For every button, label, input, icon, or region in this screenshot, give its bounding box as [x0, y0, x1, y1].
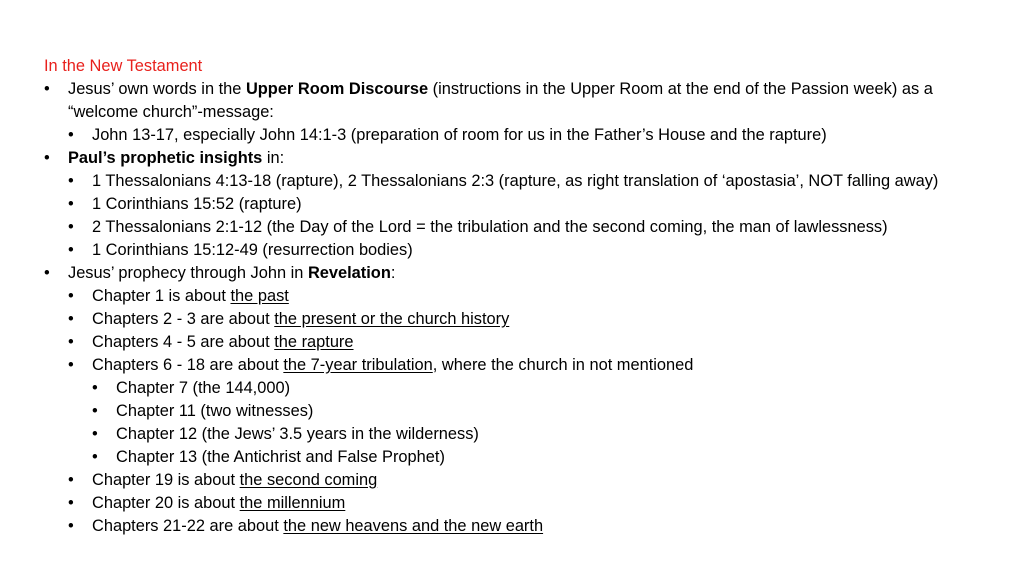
text-pre: Chapter 20 is about: [92, 494, 240, 512]
text-underlined: the new heavens and the new earth: [283, 517, 544, 535]
text: 2 Thessalonians 2:1-12 (the Day of the Lord = the tribulation and the second coming, the man of lawlessness): [92, 218, 888, 236]
text: Chapter 11 (two witnesses): [116, 402, 314, 420]
bullet-dot-icon: •: [68, 517, 74, 535]
sub-bullet-chapters-4-5: [44, 331, 1004, 354]
bullet-dot-icon: •: [92, 379, 98, 397]
text-underlined: the 7-year tribulation: [283, 356, 433, 374]
text-bold: Revelation: [307, 264, 391, 282]
sub-bullet-john: [44, 124, 1004, 147]
text-bold: Upper Room Discourse: [245, 80, 429, 98]
text-underlined: the rapture: [274, 333, 354, 351]
bullet-upper-room: [44, 78, 1004, 101]
bullet-dot-icon: •: [68, 333, 74, 351]
bullet-dot-icon: •: [68, 356, 74, 374]
sub-bullet-chapters-6-18: [44, 354, 1004, 377]
bullet-dot-icon: •: [44, 149, 50, 167]
slide-content: [44, 55, 1004, 538]
text-bold: Paul’s prophetic insights: [68, 149, 263, 167]
text-underlined: the present or the church history: [274, 310, 510, 328]
bullet-dot-icon: •: [68, 172, 74, 190]
bullet-dot-icon: •: [68, 310, 74, 328]
sub-bullet-chapter-19: [44, 469, 1004, 492]
bullet-paul: [44, 147, 1004, 170]
bullet-dot-icon: •: [68, 195, 74, 213]
bullet-upper-room-continuation: [44, 101, 1004, 124]
sub-sub-bullet-chapter-11: [44, 400, 1004, 423]
bullet-dot-icon: •: [68, 126, 74, 144]
text-post: :: [390, 264, 396, 282]
bullet-dot-icon: •: [68, 241, 74, 259]
bullet-dot-icon: •: [92, 425, 98, 443]
text-pre: Chapter 19 is about: [92, 471, 240, 489]
sub-bullet-thessalonians-1: [44, 170, 1004, 193]
text: Chapter 12 (the Jews’ 3.5 years in the wilderness): [116, 425, 479, 443]
text-pre: Jesus’ own words in the: [68, 80, 246, 98]
text-pre: Chapters 4 - 5 are about: [92, 333, 275, 351]
text: Chapter 7 (the 144,000): [116, 379, 291, 397]
sub-sub-bullet-chapter-7: [44, 377, 1004, 400]
sub-bullet-chapters-2-3: [44, 308, 1004, 331]
bullet-dot-icon: •: [44, 80, 50, 98]
bullet-dot-icon: •: [92, 402, 98, 420]
text-pre: Chapter 1 is about: [92, 287, 231, 305]
sub-bullet-chapter-20: [44, 492, 1004, 515]
sub-bullet-chapters-21-22: [44, 515, 1004, 538]
text: John 13-17, especially John 14:1-3 (preparation of room for us in the Father’s House and the rapture): [92, 126, 827, 144]
text-post: (instructions in the Upper Room at the end of the Passion week) as a: [428, 80, 933, 98]
text-post: in:: [262, 149, 285, 167]
bullet-dot-icon: •: [68, 218, 74, 236]
text-pre: Jesus’ prophecy through John in: [68, 264, 308, 282]
text-post: , where the church in not mentioned: [432, 356, 694, 374]
text-pre: Chapters 21-22 are about: [92, 517, 284, 535]
sub-bullet-thessalonians-2: [44, 216, 1004, 239]
bullet-dot-icon: •: [44, 264, 50, 282]
text: 1 Corinthians 15:12-49 (resurrection bodies): [92, 241, 413, 259]
text-pre: Chapters 6 - 18 are about: [92, 356, 284, 374]
sub-bullet-chapter-1: [44, 285, 1004, 308]
text-underlined: the second coming: [239, 471, 378, 489]
sub-bullet-corinthians-52: [44, 193, 1004, 216]
text-cont: “welcome church”-message:: [68, 103, 274, 121]
bullet-dot-icon: •: [68, 287, 74, 305]
sub-bullet-corinthians-12: [44, 239, 1004, 262]
text: 1 Corinthians 15:52 (rapture): [92, 195, 302, 213]
bullet-dot-icon: •: [68, 471, 74, 489]
text: 1 Thessalonians 4:13-18 (rapture), 2 Thessalonians 2:3 (rapture, as right translation of ‘apostasia’, NOT falling away): [92, 172, 939, 190]
text: Chapter 13 (the Antichrist and False Prophet): [116, 448, 445, 466]
sub-sub-bullet-chapter-13: [44, 446, 1004, 469]
text-underlined: the past: [230, 287, 289, 305]
text-pre: Chapters 2 - 3 are about: [92, 310, 275, 328]
bullet-dot-icon: •: [92, 448, 98, 466]
bullet-dot-icon: •: [68, 494, 74, 512]
section-heading: In the New Testament: [44, 57, 203, 75]
text-underlined: the millennium: [239, 494, 346, 512]
bullet-revelation: [44, 262, 1004, 285]
sub-sub-bullet-chapter-12: [44, 423, 1004, 446]
